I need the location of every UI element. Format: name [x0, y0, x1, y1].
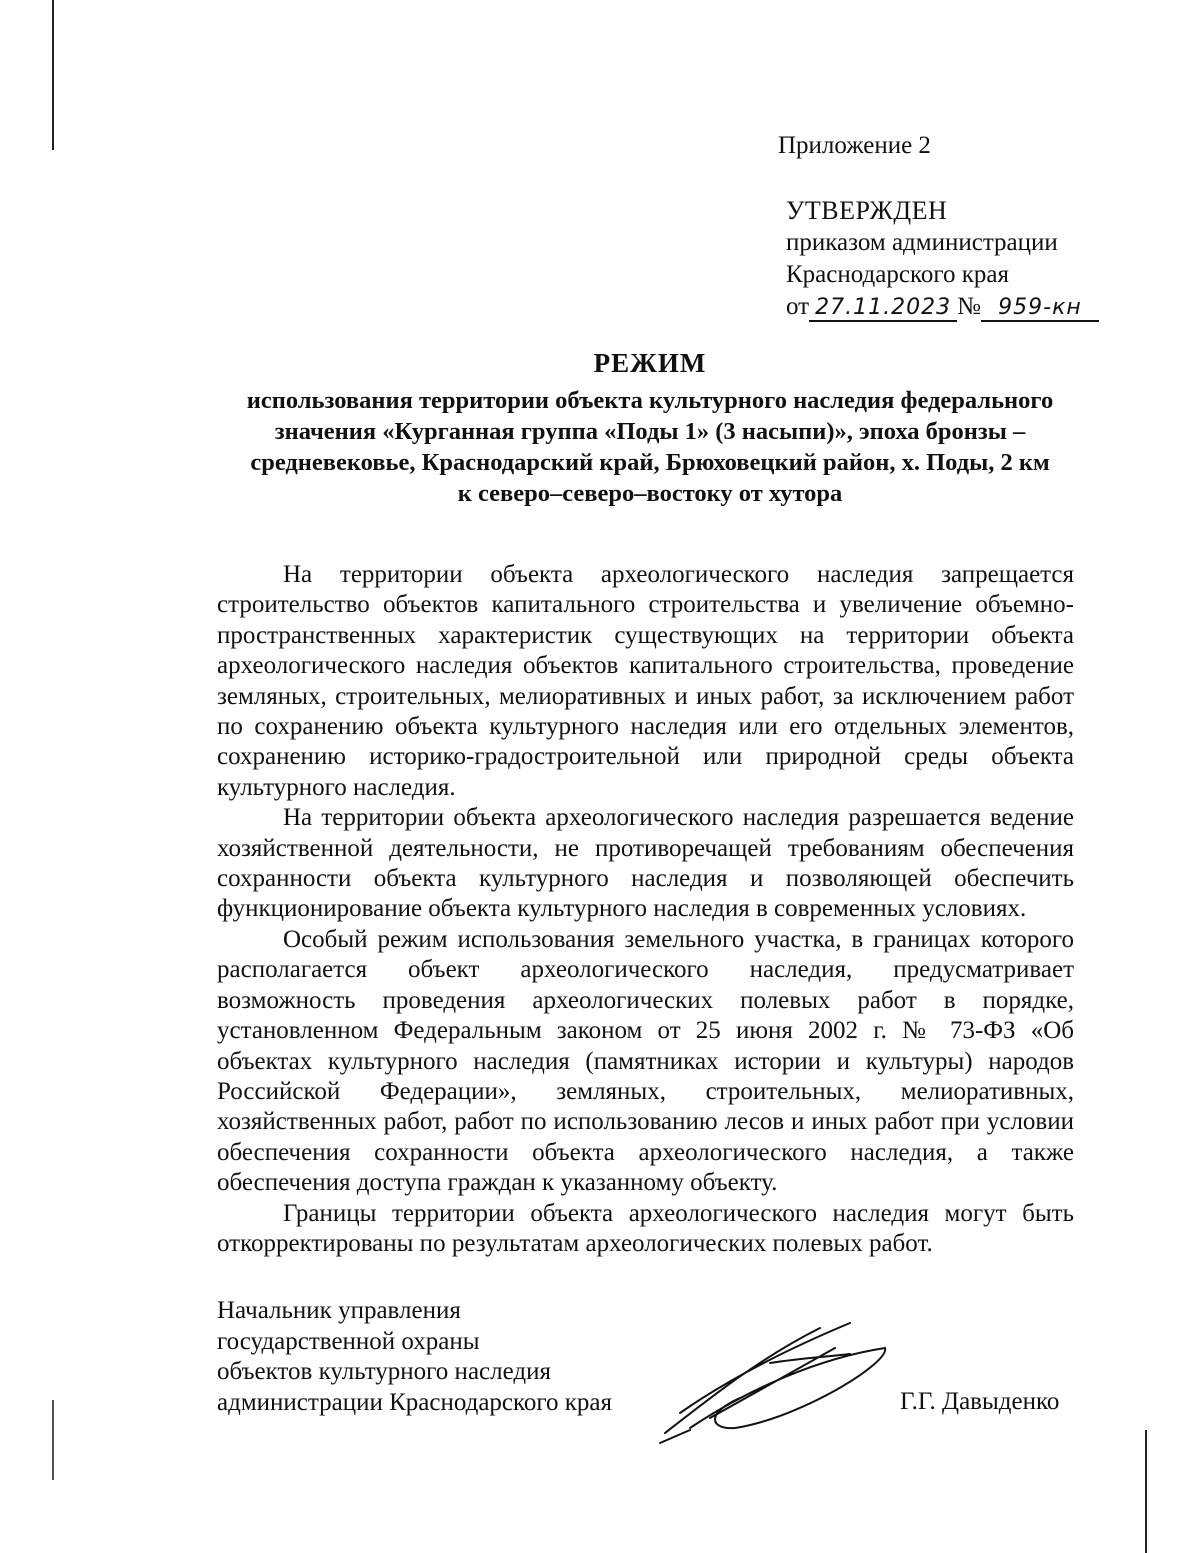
number-label: №: [957, 293, 981, 320]
approval-line: приказом администрации: [786, 229, 1058, 256]
scan-edge: [1145, 1430, 1147, 1553]
approval-block: [786, 195, 1099, 323]
from-label: от: [786, 293, 810, 320]
position-line: Начальник управления: [217, 1297, 461, 1324]
handwritten-date: 27.11.2023: [809, 296, 957, 322]
position-line: государственной охраны: [217, 1327, 480, 1355]
document-title: [200, 348, 1100, 509]
title-line: к северо–северо–востоку от хутора: [457, 480, 843, 507]
paragraph: Особый режим использования земельного участка, в границах которого располагается объект археологического наследия, предусматривает возможность проведения археологических полевых работ в порядке, установленном Федеральным законом от 25 июня 2002 г. № 73-ФЗ «Об объектах культурного наследия (памятниках истории и культуры) народов Российской Федерации», земляных, строительных, мелиоративных, хозяйственных работ, работ по использованию лесов и иных работ при условии обеспечения сохранности объекта археологического наследия, а также обеспечения доступа граждан к указанному объекту.: [217, 925, 1074, 1197]
signatory-position: [217, 1296, 612, 1418]
approval-stamp: УТВЕРЖДЕН: [786, 196, 948, 225]
scan-edge: [52, 0, 54, 150]
title-line: значения «Курганная группа «Поды 1» (3 насыпи)», эпоха бронзы –: [274, 418, 1026, 445]
paragraph: На территории объекта археологического наследия запрещается строительство объектов капитального строительства и увеличение объемно-пространственных характеристик существующих на территории объекта археологического наследия объектов капитального строительства, проведение земляных, строительных, мелиоративных и иных работ, за исключением работ по сохранению объекта культурного наследия или его отдельных элементов, сохранению историко-градостроительной или природной среды объекта культурного наследия.: [217, 561, 1074, 801]
title-main: РЕЖИМ: [593, 348, 707, 378]
position-line: администрации Краснодарского края: [217, 1388, 613, 1416]
paragraph: Границы территории объекта археологического наследия могут быть откорректированы по результатам археологических полевых работ.: [217, 1199, 1074, 1257]
title-subtitle: [200, 385, 1100, 509]
scan-edge: [52, 1400, 54, 1480]
position-line: объектов культурного наследия: [217, 1358, 551, 1385]
title-line: использования территории объекта культурного наследия федерального: [246, 387, 1054, 414]
signatory-name: Г.Г. Давыденко: [900, 1388, 1060, 1415]
approval-line: Краснодарского края: [786, 261, 1009, 288]
handwritten-number: 959-кн: [981, 296, 1099, 322]
handwritten-signature: [650, 1318, 900, 1448]
appendix-label: Приложение 2: [778, 132, 931, 159]
approval-date-row: [786, 291, 1099, 323]
document-body: [217, 560, 1074, 1259]
paragraph: На территории объекта археологического наследия разрешается ведение хозяйственной деятельности, не противоречащей требованиям обеспечения сохранности объекта культурного наследия и позволяющей обеспечить функционирование объекта культурного наследия в современных условиях.: [217, 804, 1074, 923]
title-line: средневековье, Краснодарский край, Брюховецкий район, х. Поды, 2 км: [250, 449, 1050, 476]
